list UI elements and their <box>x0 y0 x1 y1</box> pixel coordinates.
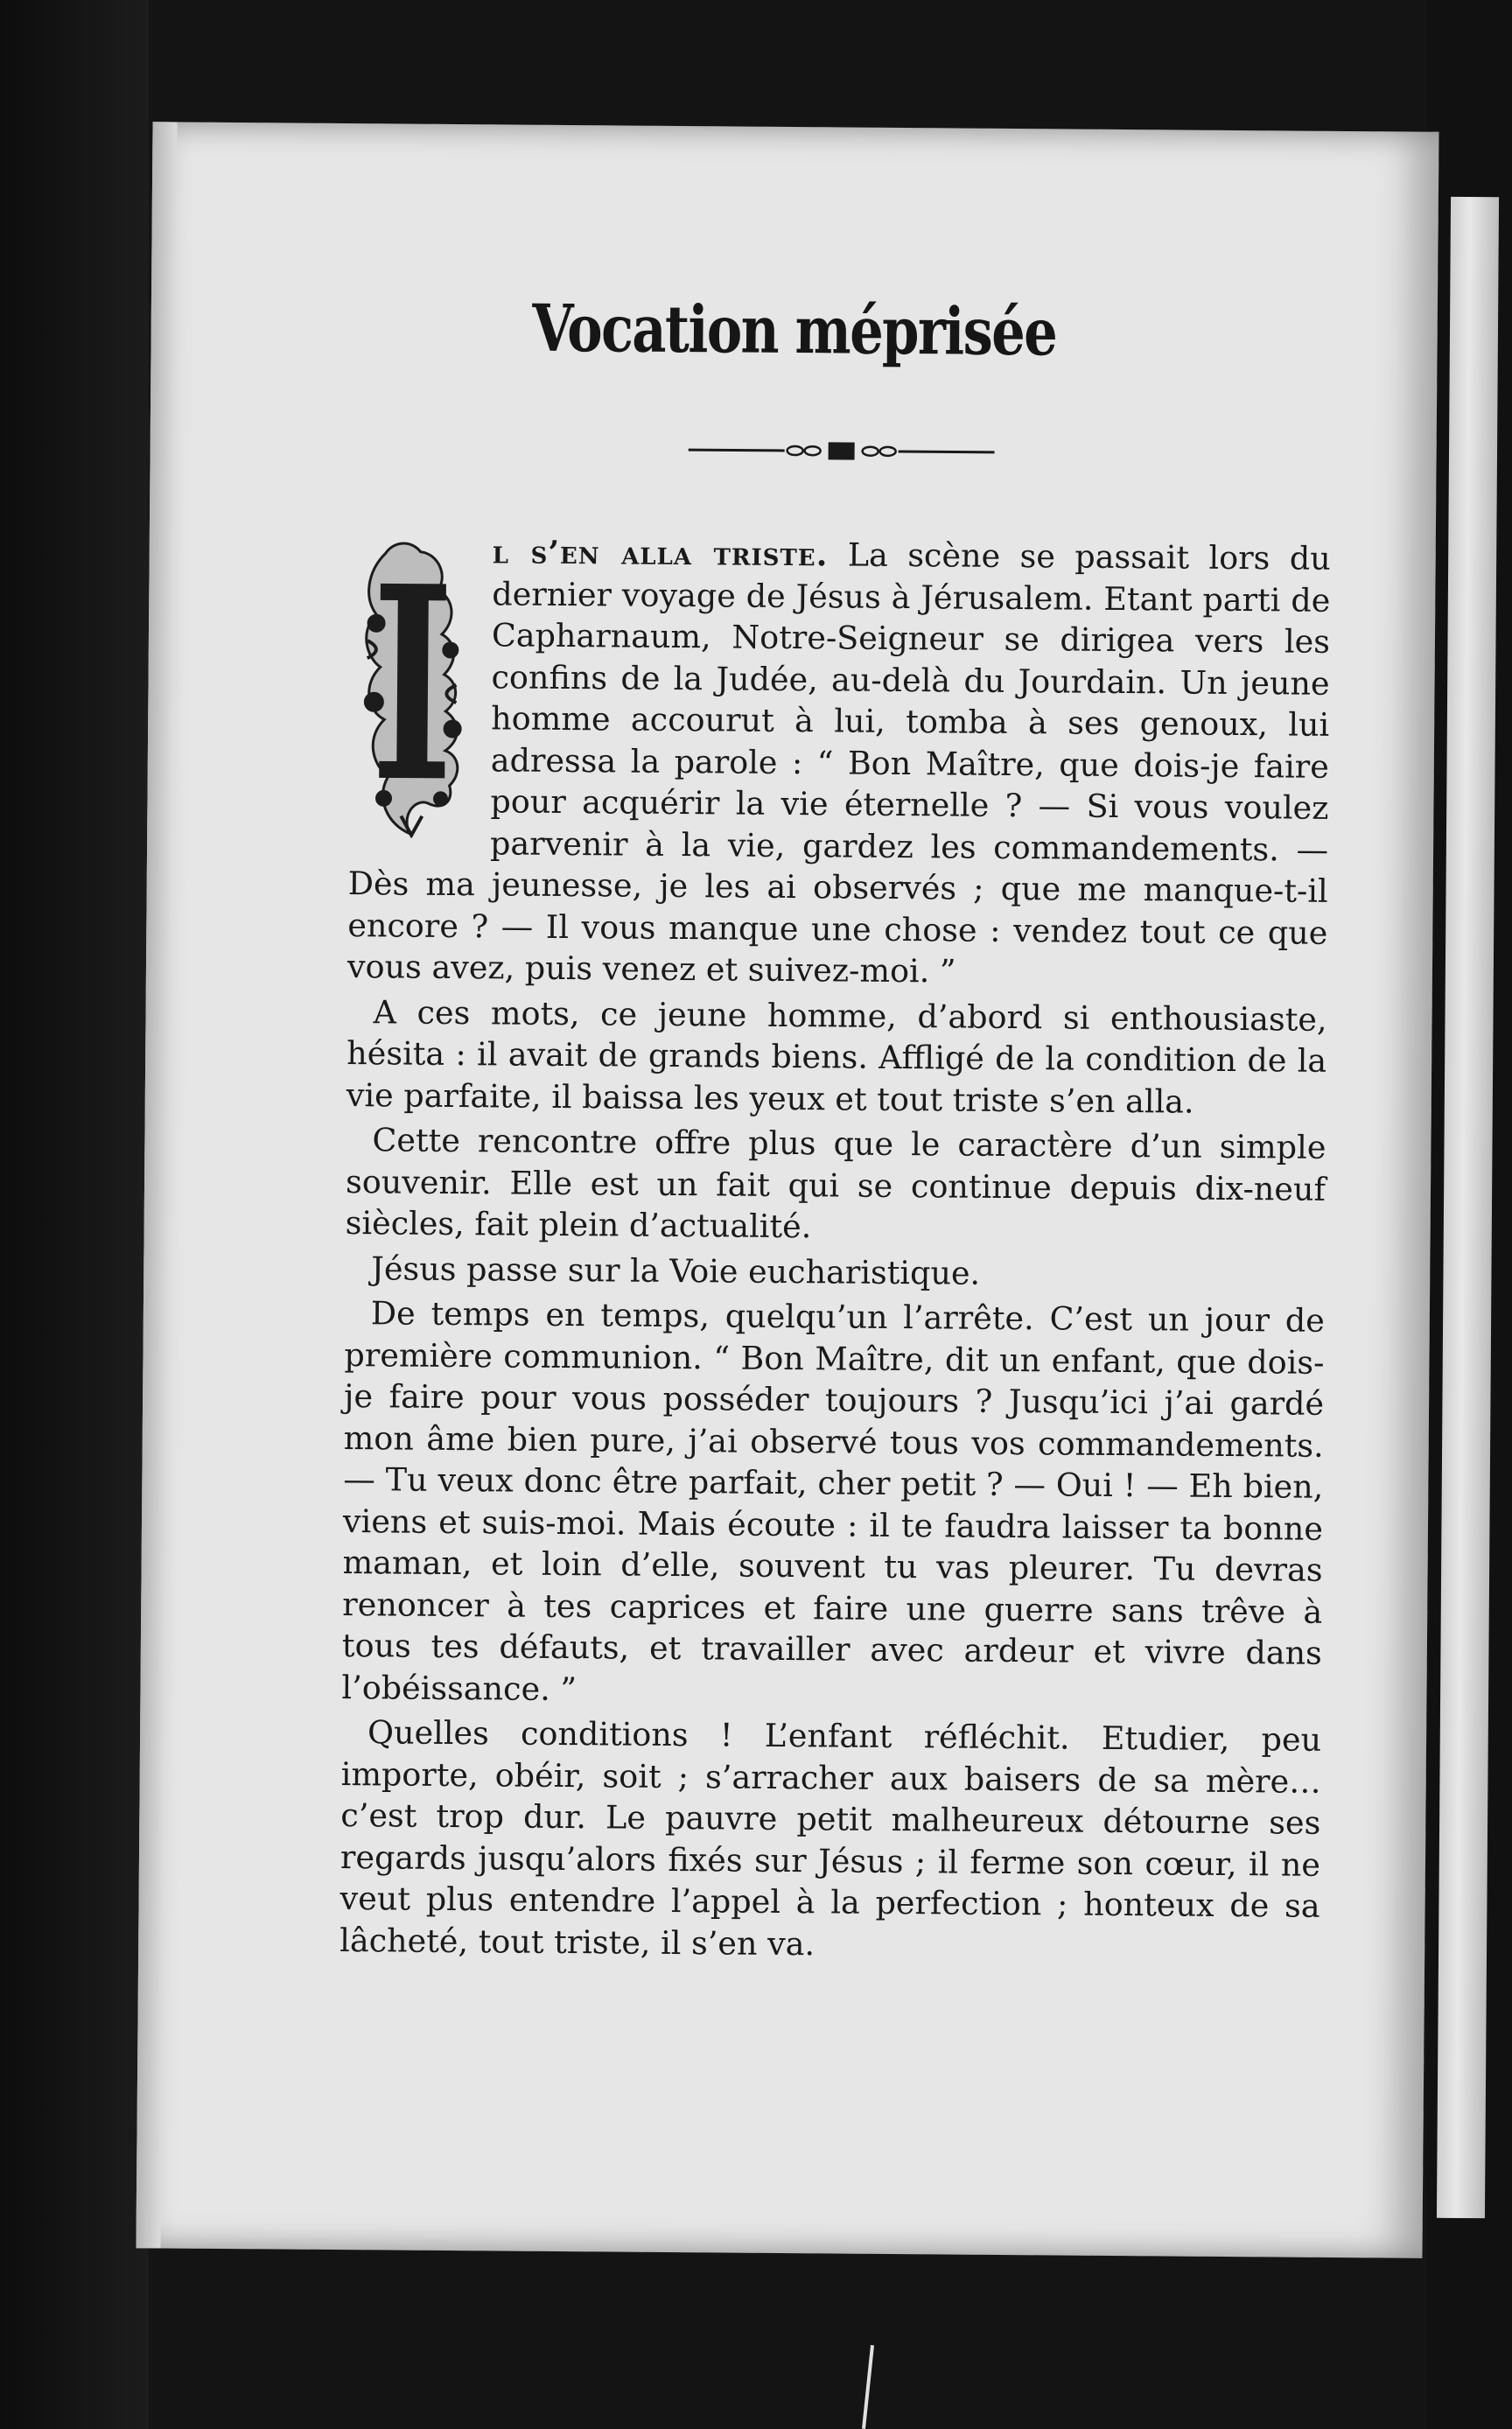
lead-in-smallcaps: l s’en alla triste. <box>492 533 829 574</box>
paragraph-2: A ces mots, ce jeune homme, d’abord si enthousiaste, hésita : il avait de grands biens. Affligé de la condition de la vie parfaite, il baissa les yeux et tout triste s’en alla. <box>346 992 1327 1121</box>
scan-artifact-line <box>862 2345 874 2429</box>
paragraph-4: Jésus passe sur la Voie eucharistique. <box>371 1249 981 1292</box>
paragraph-5: De temps en temps, quelqu’un l’arrête. C’est un jour de première communion. “ Bon Maître, dit un enfant, que dois-je faire pour vous posséder toujours ? Jusqu’ici j’ai gardé mon âme bien pure, j’ai observé tous vos commandements. — Tu veux donc être parfait, cher petit ? — Oui ! — Eh bien, viens et suis-moi. Mais écoute : il te faudra laisser ta bonne maman, et loin d’elle, souvent tu vas pleurer. Tu devras renoncer à tes caprices et faire une guerre sans trêve à tous tes défauts, et travailler avec ardeur et vivre dans l’obéissance. ” <box>341 1294 1326 1708</box>
paragraph-6: Quelles conditions ! L’enfant réfléchit. Etudier, peu importe, obéir, soit ; s’arracher aux baisers de sa mère… c’est trop dur. Le pauvre petit malheureux détourne ses regards jusqu’alors fixés sur Jésus ; il ferme son cœur, il ne veut plus entendre l’appel à la perfection ; honteux de sa lâcheté, tout triste, il s’en va. <box>340 1713 1322 1963</box>
title-ornament-rule <box>689 437 995 466</box>
book-page <box>136 122 1438 2258</box>
page-title: Vocation méprisée <box>531 290 1057 371</box>
article-body <box>340 530 1331 1972</box>
paragraph-1 <box>347 530 1331 995</box>
paragraph-1-text: La scène se passait lors du dernier voyage de Jésus à Jérusalem. Etant parti de Capharnaum, Notre-Seigneur se dirigea vers les confins de la Judée, au-delà du Jourdain. Un jeune homme accourut à lui, tomba à ses genoux, lui adressa la parole : “ Bon Maître, que dois-je faire pour acquérir la vie éternelle ? — Si vous voulez parvenir à la vie, gardez les commandements. — Dès ma jeunesse, je les ai observés ; que me manque-t-il encore ? — Il vous manque une chose : vendez tout ce que vous avez, puis venez et suivez-moi. ” <box>346 536 1331 990</box>
ornamental-dropcap-icon <box>348 536 475 838</box>
scan-backdrop-left <box>0 0 149 2429</box>
paragraph-3: Cette rencontre offre plus que le caractère d’un simple souvenir. Elle est un fait qui se continue depuis dix-neuf siècles, fait plein d’actualité. <box>345 1121 1326 1246</box>
